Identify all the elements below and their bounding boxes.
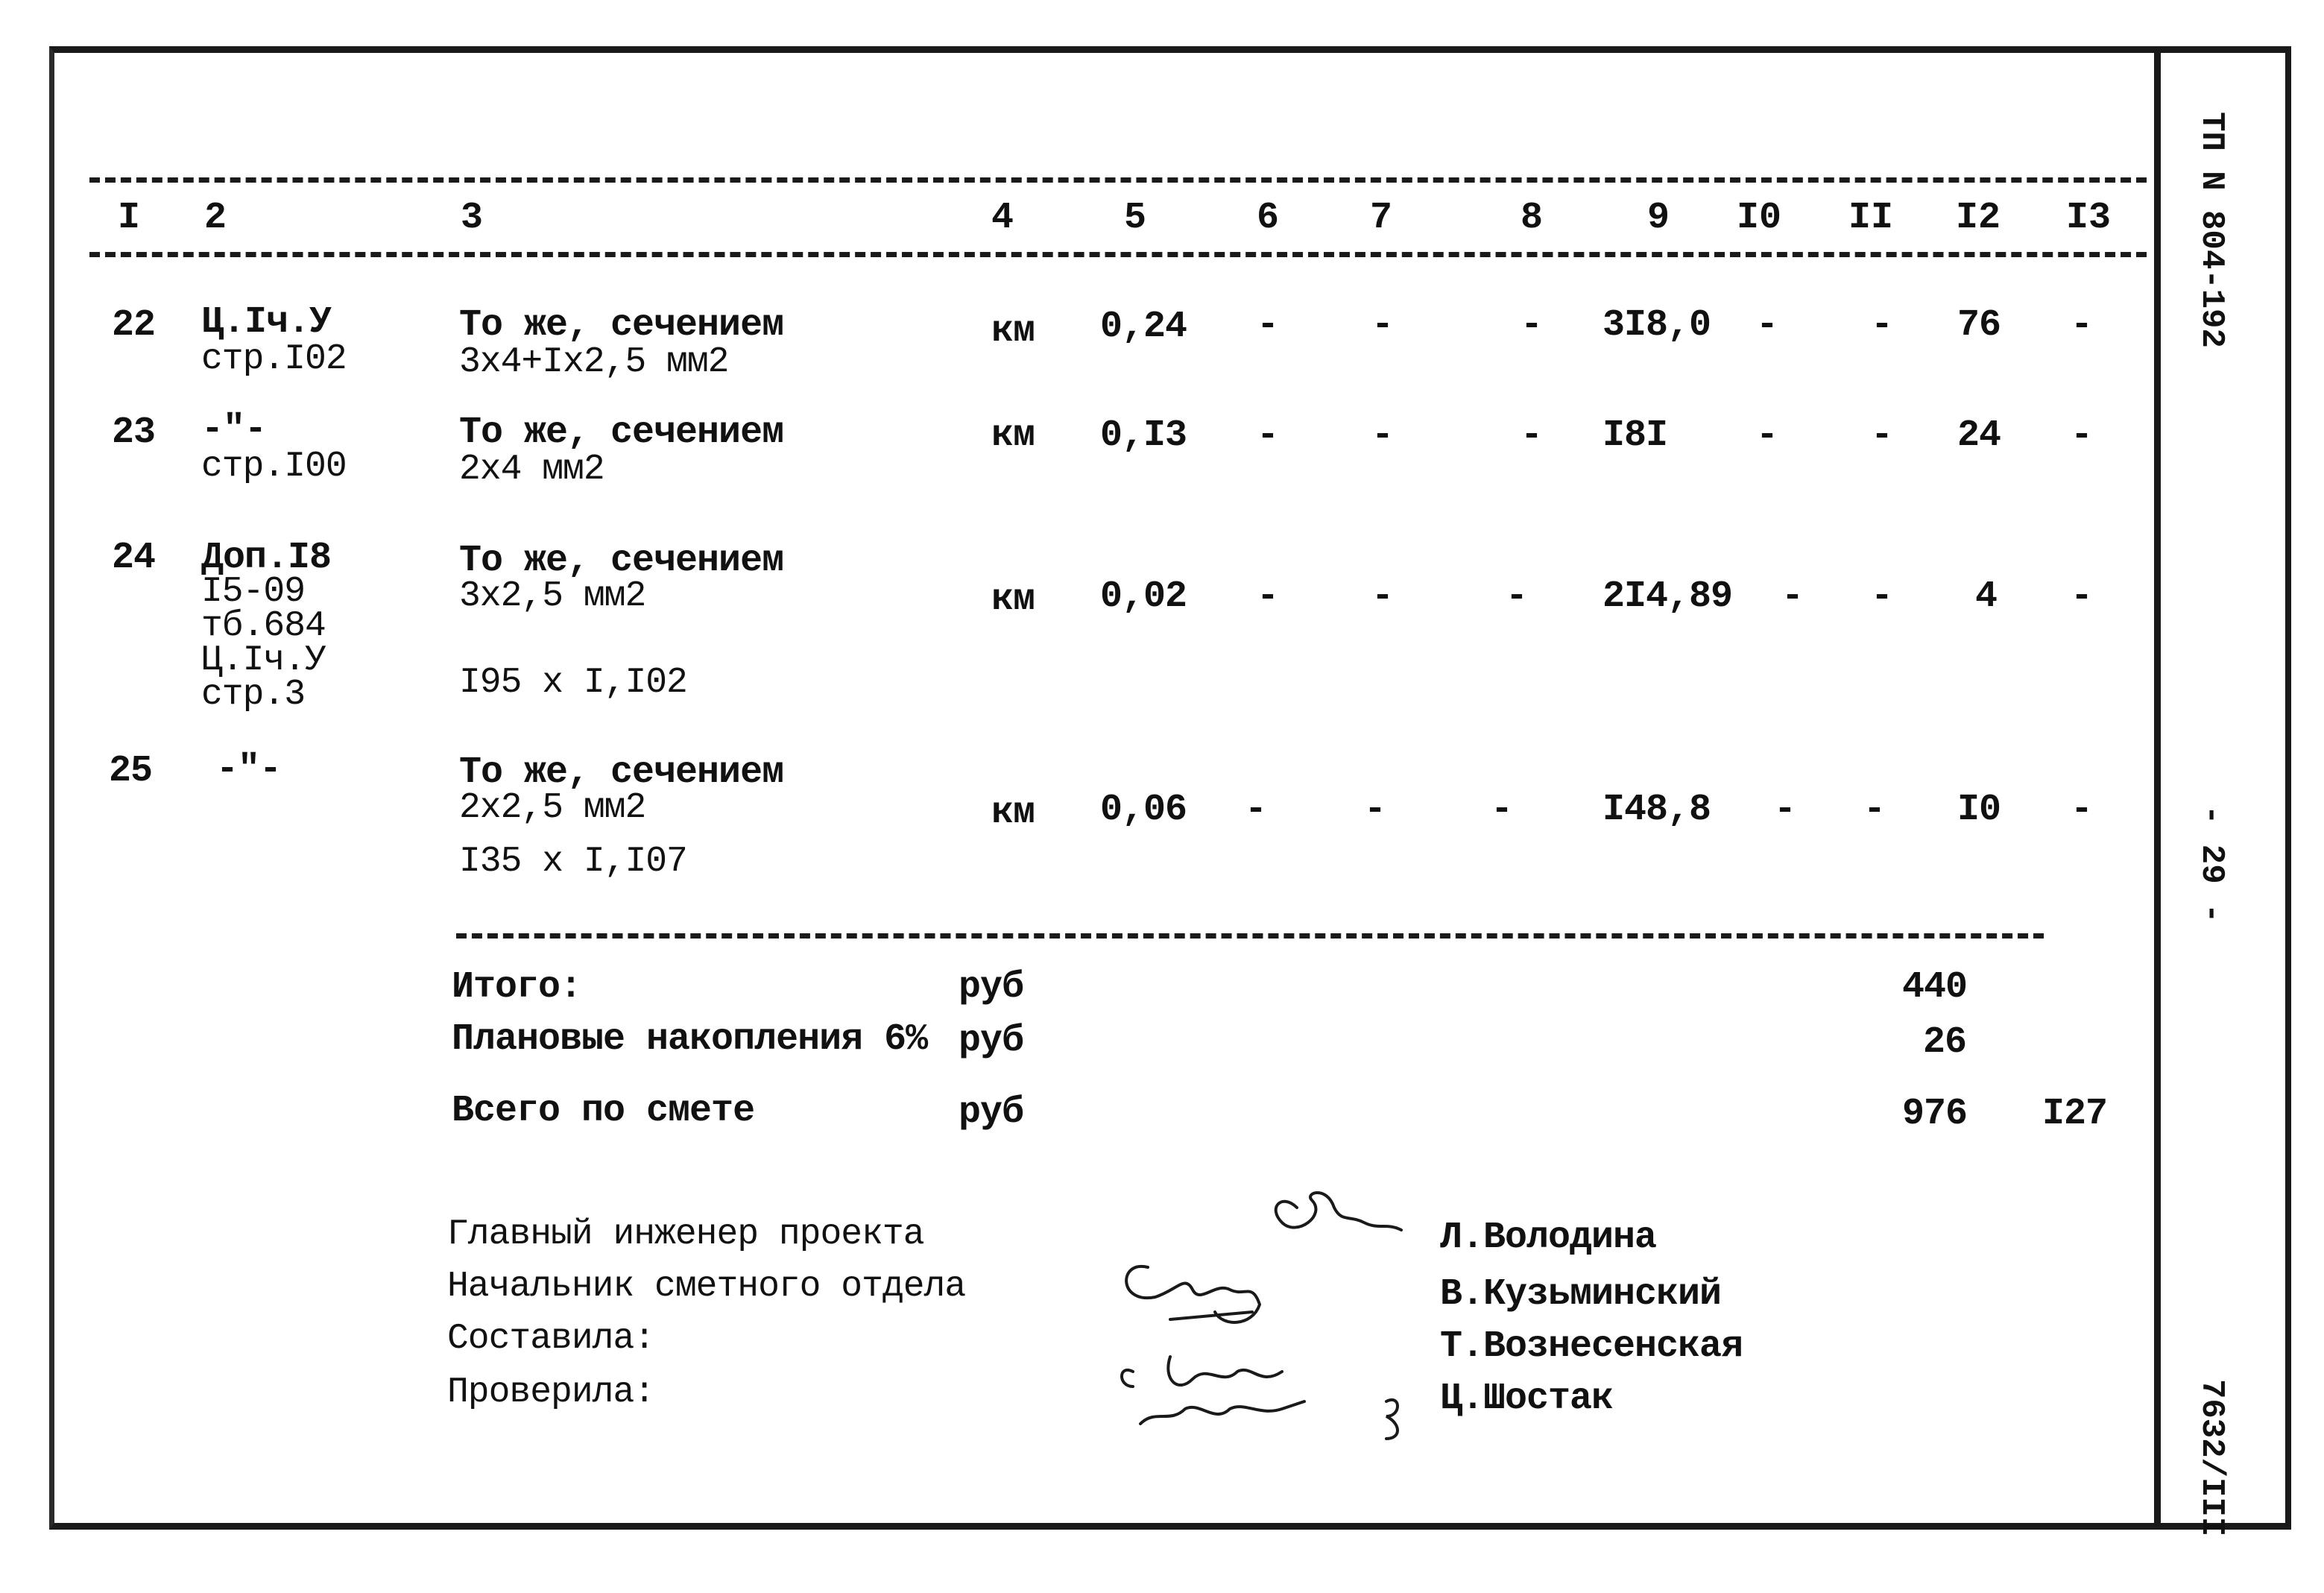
row-dash: - [1756, 414, 1778, 457]
row-ref: Ц.Iч.У [201, 301, 332, 344]
row-dash: - [1364, 789, 1386, 831]
row-number: 24 [112, 537, 156, 579]
signer-name: Т.Вознесенская [1440, 1325, 1743, 1368]
row-desc: 3х2,5 мм2 [459, 576, 646, 616]
col-header: 2 [204, 197, 227, 239]
row-ref: Доп.I8 [201, 537, 332, 579]
row-dash: - [1871, 414, 1893, 457]
row-desc: То же, сечением [459, 540, 784, 582]
header-top-rule [89, 177, 2147, 183]
signer-role: Составила: [447, 1319, 655, 1359]
total-unit: руб [959, 1020, 1024, 1062]
signer-name: Л.Володина [1440, 1217, 1657, 1259]
row-unit: км [991, 792, 1035, 834]
row-unit: км [991, 578, 1035, 621]
row-dash: - [1871, 304, 1893, 347]
col-header: 7 [1370, 197, 1393, 239]
row-dash: - [1521, 414, 1543, 457]
archive-number: 7632/III [2193, 1379, 2230, 1537]
total-unit: руб [959, 966, 1024, 1009]
page-number: - 29 - [2193, 805, 2230, 924]
row-dash: - [1756, 304, 1778, 347]
row-desc: 2х4 мм2 [459, 449, 604, 490]
total-label: Плановые накопления 6% [452, 1018, 928, 1061]
row-dash: - [1371, 414, 1394, 457]
row-price: 2I4,89 [1603, 575, 1733, 618]
total-label: Итого: [452, 966, 582, 1009]
signer-role: Начальник сметного отдела [447, 1266, 966, 1307]
row-number: 22 [112, 304, 156, 347]
signer-name: В.Кузьминский [1440, 1273, 1722, 1316]
row-desc: 3х4+Iх2,5 мм2 [459, 342, 729, 382]
row-dash: - [1257, 575, 1279, 618]
row-dash: - [1871, 575, 1893, 618]
row-calc: I95 х I,I02 [459, 663, 687, 703]
row-dash: - [1371, 575, 1394, 618]
row-ref: стр.I00 [201, 447, 347, 487]
signer-name: Ц.Шостак [1440, 1378, 1614, 1420]
total-value-2: I27 [2042, 1093, 2108, 1135]
row-unit: км [991, 414, 1035, 457]
total-value: 976 [1902, 1093, 1968, 1135]
row-ref: Ц.Iч.У [201, 640, 326, 681]
row-dash: - [2071, 414, 2093, 457]
row-price: 3I8,0 [1603, 304, 1711, 347]
row-desc: 2х2,5 мм2 [459, 788, 646, 828]
side-code: ТП N 804-192 [2193, 112, 2230, 348]
col-header: 4 [991, 197, 1014, 239]
row-price: I8I [1603, 414, 1668, 457]
row-number: 23 [112, 411, 156, 454]
row-desc: То же, сечением [459, 304, 784, 347]
row-desc: То же, сечением [459, 751, 784, 794]
signer-role: Главный инженер проекта [447, 1214, 924, 1255]
handwritten-signatures [1103, 1178, 1431, 1446]
row-dash: - [1257, 414, 1279, 457]
row-number: 25 [109, 750, 153, 792]
col-header: I2 [1956, 197, 2001, 239]
row-total: I0 [1957, 789, 2001, 831]
row-desc: То же, сечением [459, 411, 784, 454]
row-ref: -"- [216, 748, 282, 791]
col-header: I3 [2066, 197, 2112, 239]
side-strip-divider [2154, 46, 2161, 1530]
row-dash: - [1781, 575, 1804, 618]
row-qty: 0,24 [1100, 306, 1187, 348]
row-dash: - [2071, 575, 2093, 618]
row-calc: I35 х I,I07 [459, 842, 687, 882]
header-bottom-rule [89, 252, 2147, 257]
row-dash: - [1863, 789, 1886, 831]
row-dash: - [1245, 789, 1267, 831]
row-ref: тб.684 [201, 606, 326, 646]
col-header: 9 [1647, 197, 1670, 239]
col-header: 3 [461, 197, 484, 239]
row-total: 24 [1957, 414, 2001, 457]
signer-role: Проверила: [447, 1372, 655, 1413]
col-header: 5 [1124, 197, 1147, 239]
col-header: I0 [1737, 197, 1782, 239]
row-dash: - [1521, 304, 1543, 347]
row-dash: - [1491, 789, 1513, 831]
row-dash: - [1371, 304, 1394, 347]
row-dash: - [1774, 789, 1796, 831]
row-qty: 0,I3 [1100, 414, 1187, 457]
row-qty: 0,02 [1100, 575, 1187, 618]
total-unit: руб [959, 1091, 1024, 1134]
row-unit: км [991, 310, 1035, 353]
col-header: II [1848, 197, 1894, 239]
total-label: Всего по смете [452, 1090, 755, 1132]
row-dash: - [2071, 304, 2093, 347]
total-value: 26 [1923, 1021, 1967, 1064]
row-ref: стр.3 [201, 675, 306, 715]
row-ref: стр.I02 [201, 339, 347, 379]
row-qty: 0,06 [1100, 789, 1187, 831]
row-price: I48,8 [1603, 789, 1711, 831]
col-header: 8 [1521, 197, 1544, 239]
row-dash: - [1506, 575, 1528, 618]
row-total: 4 [1975, 575, 1998, 618]
totals-rule [456, 933, 2044, 939]
row-ref: -"- [201, 408, 267, 451]
total-value: 440 [1902, 966, 1968, 1009]
row-dash: - [1257, 304, 1279, 347]
row-ref: I5-09 [201, 572, 306, 612]
col-header: 6 [1257, 197, 1280, 239]
row-total: 76 [1957, 304, 2001, 347]
row-dash: - [2071, 789, 2093, 831]
col-header: I [118, 197, 141, 239]
